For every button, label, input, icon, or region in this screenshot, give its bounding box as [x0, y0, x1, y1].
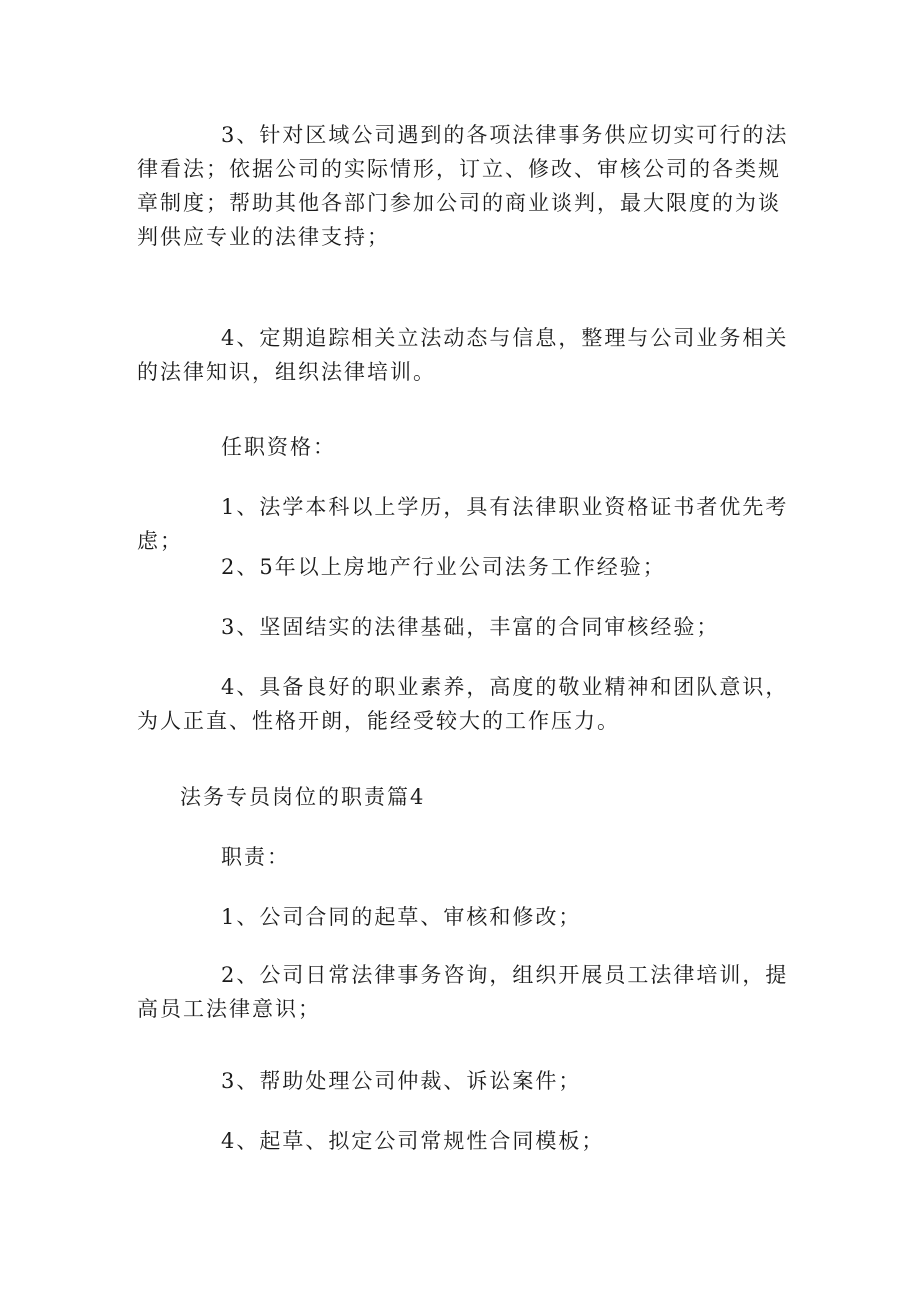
duty-item-4: 4、起草、拟定公司常规性合同模板； [221, 1129, 605, 1153]
qualification-item-4: 4、具备良好的职业素养，高度的敬业精神和团队意识，为人正直、性格开朗，能经受较大的工作压力。 [137, 675, 789, 733]
duties-heading: 职责： [221, 845, 290, 869]
duty-item-2: 2、公司日常法律事务咨询，组织开展员工法律培训，提高员工法律意识； [137, 963, 789, 1021]
section-title: 法务专员岗位的职责篇4 [180, 785, 426, 809]
qualification-item-1: 1、法学本科以上学历，具有法律职业资格证书者优先考虑； [137, 495, 789, 553]
duty-item-3: 3、帮助处理公司仲裁、诉讼案件； [221, 1069, 582, 1093]
qualifications-heading: 任职资格： [221, 435, 336, 459]
paragraph-item-3: 3、针对区域公司遇到的各项法律事务供应切实可行的法律看法；依据公司的实际情形，订立、修改、审核公司的各类规章制度；帮助其他各部门参加公司的商业谈判，最大限度的为谈判供应专业的法律支持； [137, 123, 789, 249]
paragraph-item-4: 4、定期追踪相关立法动态与信息，整理与公司业务相关的法律知识，组织法律培训。 [137, 326, 789, 384]
qualification-item-3: 3、坚固结实的法律基础，丰富的合同审核经验； [221, 615, 720, 639]
duty-item-1: 1、公司合同的起草、审核和修改； [221, 905, 582, 929]
qualification-item-2: 2、5年以上房地产行业公司法务工作经验； [221, 555, 666, 579]
